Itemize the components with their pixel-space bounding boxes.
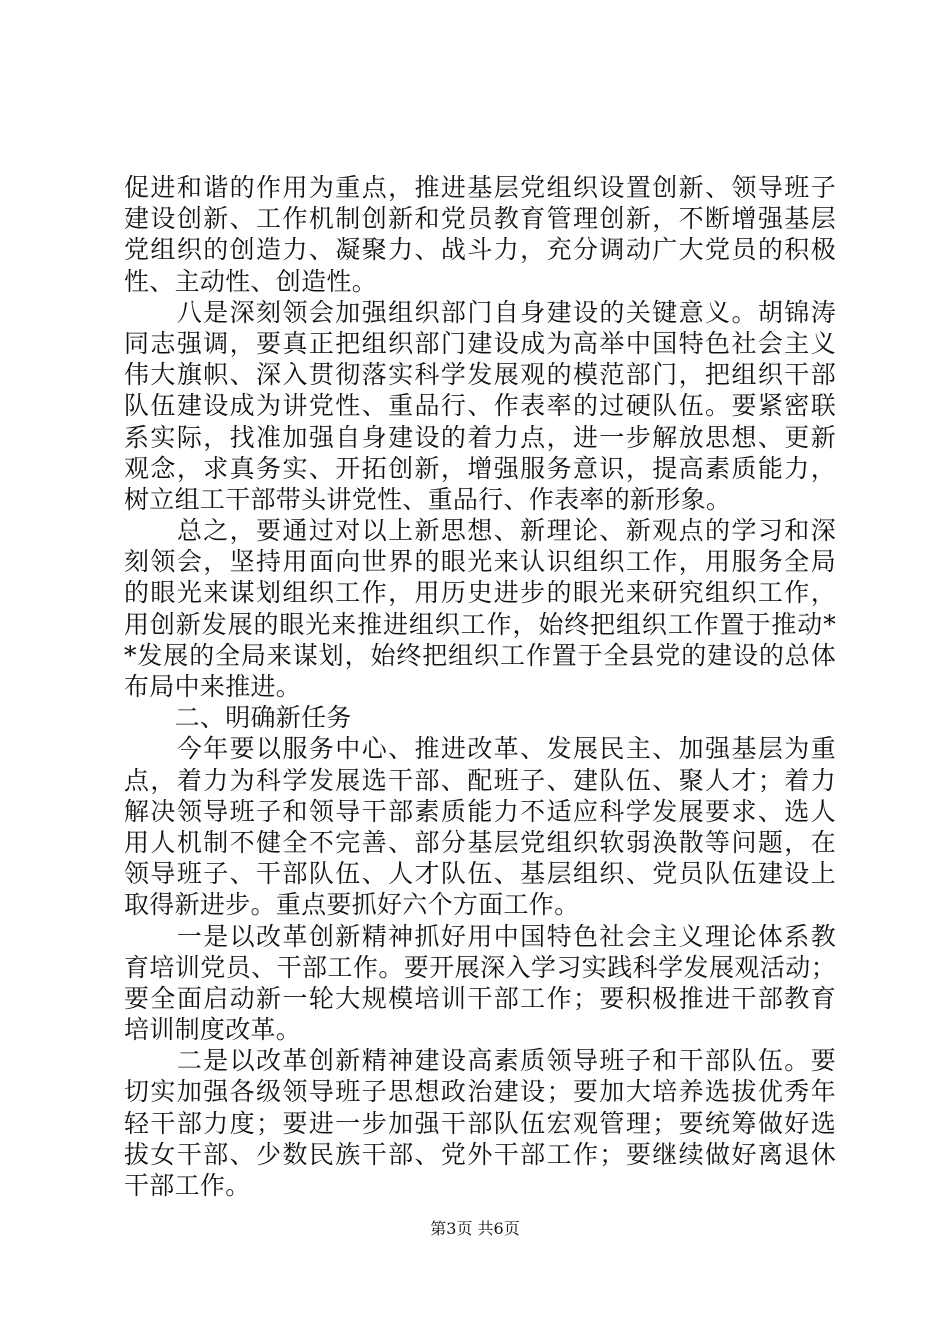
text-line: 的眼光来谋划组织工作，用历史进步的眼光来研究组织工作，	[124, 578, 836, 608]
text-line: 领导班子、干部队伍、人才队伍、基层组织、党员队伍建设上	[124, 859, 836, 889]
text-line: *发展的全局来谋划，始终把组织工作置于全县党的建设的总体	[124, 640, 836, 670]
text-line: 用创新发展的眼光来推进组织工作，始终把组织工作置于推动*	[124, 609, 836, 639]
text-line: 育培训党员、干部工作。要开展深入学习实践科学发展观活动；	[124, 952, 836, 982]
text-line: 取得新进步。重点要抓好六个方面工作。	[124, 890, 580, 920]
text-line: 二、明确新任务	[124, 703, 352, 733]
text-line: 布局中来推进。	[124, 672, 302, 701]
text-line: 性、主动性、创造性。	[124, 266, 378, 296]
text-line: 党组织的创造力、凝聚力、战斗力，充分调动广大党员的积极	[124, 235, 836, 265]
page-footer: 第3页 共6页	[430, 1219, 520, 1238]
text-line: 观念，求真务实、开拓创新，增强服务意识，提高素质能力，	[124, 453, 836, 483]
text-line: 二是以改革创新精神建设高素质领导班子和干部队伍。要	[124, 1046, 836, 1076]
text-line: 用人机制不健全不完善、部分基层党组织软弱涣散等问题，在	[124, 827, 836, 857]
text-line: 解决领导班子和领导干部素质能力不适应科学发展要求、选人	[124, 796, 836, 826]
text-line: 轻干部力度；要进一步加强干部队伍宏观管理；要统筹做好选	[124, 1108, 836, 1138]
text-line: 拔女干部、少数民族干部、党外干部工作；要继续做好离退休	[124, 1139, 836, 1169]
text-line: 建设创新、工作机制创新和党员教育管理创新，不断增强基层	[124, 204, 836, 234]
text-line: 一是以改革创新精神抓好用中国特色社会主义理论体系教	[124, 921, 836, 951]
text-line: 队伍建设成为讲党性、重品行、作表率的过硬队伍。要紧密联	[124, 391, 836, 421]
text-line: 同志强调，要真正把组织部门建设成为高举中国特色社会主义	[124, 328, 836, 358]
text-line: 树立组工干部带头讲党性、重品行、作表率的新形象。	[124, 484, 732, 514]
document-body	[124, 172, 836, 1201]
text-line: 切实加强各级领导班子思想政治建设；要加大培养选拔优秀年	[124, 1077, 836, 1107]
text-line: 八是深刻领会加强组织部门自身建设的关键意义。胡锦涛	[124, 297, 836, 327]
text-line: 今年要以服务中心、推进改革、发展民主、加强基层为重	[124, 734, 836, 764]
text-line: 系实际，找准加强自身建设的着力点，进一步解放思想、更新	[124, 422, 836, 452]
text-line: 伟大旗帜、深入贯彻落实科学发展观的模范部门，把组织干部	[124, 360, 836, 390]
text-line: 促进和谐的作用为重点，推进基层党组织设置创新、领导班子	[124, 173, 836, 202]
text-line: 刻领会，坚持用面向世界的眼光来认识组织工作，用服务全局	[124, 547, 836, 577]
text-line: 要全面启动新一轮大规模培训干部工作；要积极推进干部教育	[124, 983, 836, 1013]
text-line: 干部工作。	[124, 1171, 251, 1200]
text-line: 点，着力为科学发展选干部、配班子、建队伍、聚人才；着力	[124, 765, 836, 795]
text-line: 总之，要通过对以上新思想、新理论、新观点的学习和深	[124, 516, 836, 546]
text-line: 培训制度改革。	[124, 1015, 302, 1045]
